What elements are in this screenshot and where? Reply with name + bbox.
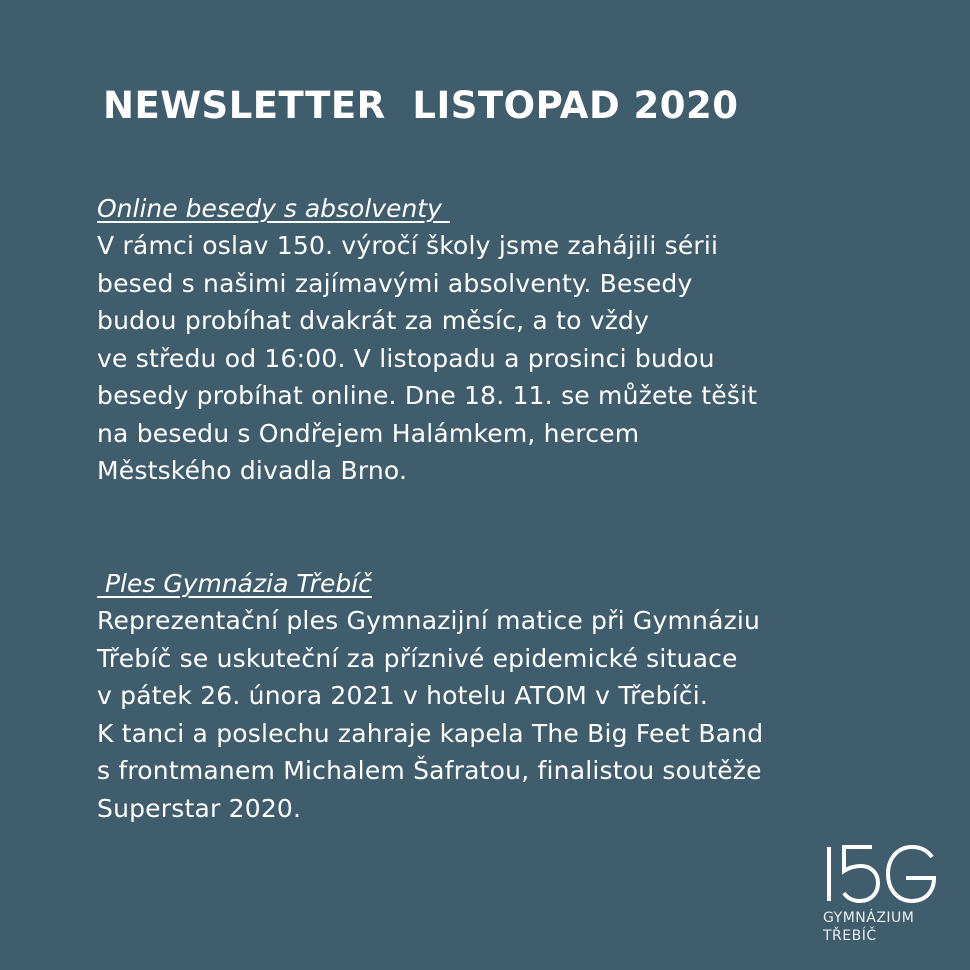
school-logo: [820, 843, 950, 953]
paragraph-line: Třebíč se uskuteční za příznivé epidemické situace: [97, 643, 738, 673]
logo-text: [823, 909, 950, 945]
paragraph-line: besedy probíhat online. Dne 18. 11. se můžete těšit: [97, 381, 758, 410]
paragraph-line: ve středu od 16:00. V listopadu a prosinci budou: [97, 343, 715, 373]
paragraph-line: v pátek 26. února 2021 v hotelu ATOM v Třebíči.: [97, 681, 709, 710]
paragraph-line: V rámci oslav 150. výročí školy jsme zahájili sérii: [97, 231, 719, 260]
paragraph-line: Městského divadla Brno.: [97, 456, 408, 485]
paragraph-line: K tanci a poslechu zahraje kapela The Big Feet Band: [97, 718, 764, 748]
newsletter-title: NEWSLETTER LISTOPAD 2020: [103, 84, 739, 127]
section-ples: [97, 565, 937, 827]
section-online-besedy: [97, 190, 937, 490]
logo-150-mark: [820, 843, 940, 905]
paragraph-line: Reprezentační ples Gymnazijní matice při Gymnáziu: [97, 606, 761, 635]
paragraph-line: Superstar 2020.: [97, 793, 302, 823]
logo-line-2: TŘEBÍČ: [823, 928, 877, 944]
paragraph-line: budou probíhat dvakrát za měsíc, a to vždy: [97, 306, 650, 335]
paragraph-line: na besedu s Ondřejem Halámkem, hercem: [97, 418, 640, 448]
section-heading: Online besedy s absolventy: [97, 194, 450, 223]
logo-line-1: GYMNÁZIUM: [823, 910, 915, 926]
paragraph-line: s frontmanem Michalem Šafratou, finalistou soutěže: [97, 756, 762, 785]
section-heading: Ples Gymnázia Třebíč: [97, 569, 372, 598]
paragraph-line: besed s našimi zajímavými absolventy. Besedy: [97, 268, 693, 298]
